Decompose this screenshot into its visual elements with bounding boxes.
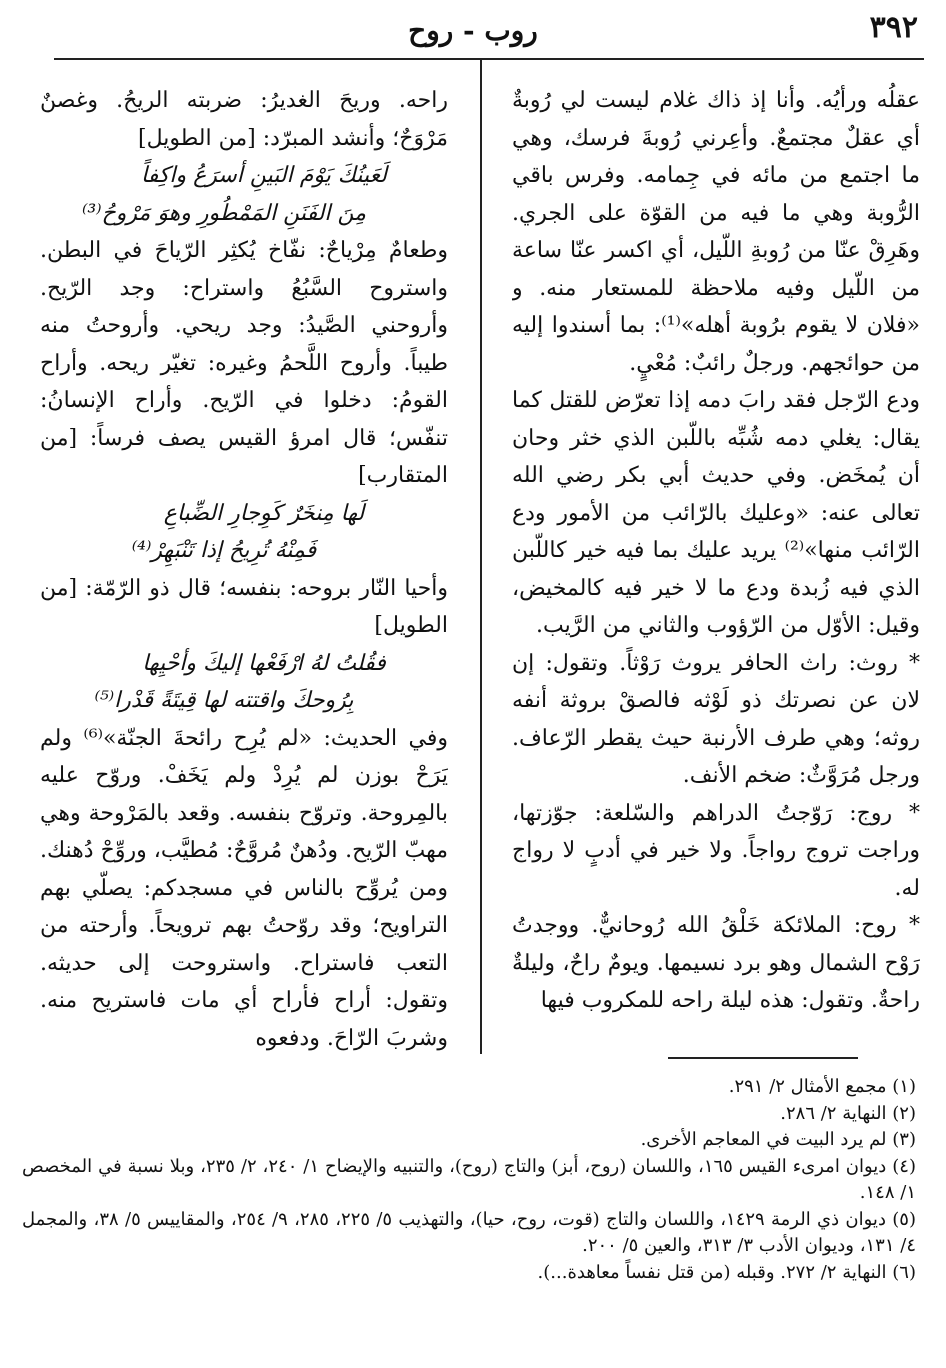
entry-text: ودع الرّجل فقد رابَ دمه إذا تعرّض للقتل كما يقال: يغلي دمه شُبِّه باللّبن الذي خثر وحان أن يُمخَض. وفي حديث أبي بكر رضي الله تعالى عنه: «وعليك بالرّائب من الأمور ودع الرّائب منها»⁽²⁾ يريد عليك بما فيه خير كاللّبن الذي فيه زُبدة ودع ما لا خير فيه كالمخيض، وقيل: الأوّل من الرّؤوب والثاني من الرَّيب. bbox=[512, 388, 920, 638]
right-column bbox=[512, 82, 920, 1020]
entry-text: راحه. وريحَ الغديرُ: ضربته الريحُ. وغصنٌ مَرْوَحٌ؛ وأنشد المبرّد: [من الطويل] bbox=[40, 88, 448, 151]
entry-text: وطعامٌ مِرْياحٌ: نفّاخ يُكثِر الرّياحَ في البطن. واستروح السَّبُعُ واستراح: وجد الرّيح. وأروحني الصَّيدُ: وجد ريحي. وأروحتُ منه طيباً. وأروح اللَّحمُ وغيره: تغيّر ريحه. وأراح القومُ: دخلوا في الرّيح. وأراح الإنسانُ: تنفّس؛ قال امرؤ القيس يصف فرساً: [من المتقارب] bbox=[40, 238, 448, 488]
column-divider bbox=[480, 58, 482, 1054]
entry-text: عقلُه ورأيُه. وأنا إذ ذاك غلام ليست لي رُوبةٌ أي عقلٌ مجتمعٌ. وأعِرني رُوبةَ فرسك، وهي ما اجتمع من مائه في جِمامه. وفرس باقي الرُّوبة وهي ما فيه من القوّة على الجري. وهَرِقْ عنّا من رُوبةِ اللّيل، أي اكسر عنّا ساعة من اللّيل وفيه ملاحظة للمستعار منه. و «فلان لا يقوم برُوبة أهله»⁽¹⁾: بما أسندوا إليه من حوائجهم. ورجلٌ رائبٌ: مُعْيٍ. bbox=[512, 88, 920, 376]
verse-line: لَعَينُكَ يَوْمَ البَينِ أسرَعُ واكِفاً bbox=[141, 163, 387, 188]
footnote: (٢) النهاية ٢/ ٢٨٦. bbox=[780, 1102, 916, 1124]
entry-text: وأحيا النّار بروحه: بنفسه؛ قال ذو الرّمّة: [من الطويل] bbox=[40, 575, 448, 638]
footnote: (١) مجمع الأمثال ٢/ ٢٩١. bbox=[728, 1076, 916, 1097]
verse-line: بِرُوحكَ واقتته لها قِيتَةً قَدْرا⁽⁵⁾ bbox=[94, 688, 354, 713]
running-title: روب - روح bbox=[408, 14, 538, 47]
footnote: (٣) لم يرد البيت في المعاجم الأخرى. bbox=[640, 1129, 916, 1150]
footnote: (٤) ديوان امرىء القيس ١٦٥، واللسان (روح، أبز) والتاج (روح)، والتنبيه والإيضاح ١/ ٢٤٠، ٢/ ٢٣٥، وبلا نسبة في المخصص ١/ ١٤٨. bbox=[22, 1155, 916, 1203]
footnote: (٥) ديوان ذي الرمة ١٤٢٩، واللسان والتاج (قوت، روح، حيا)، والتهذيب ٥/ ٢٢٥، ٢٨٥، ٩/ ٢٥٤، والمقاييس ٥/ ٣٨، والمجمل ٤/ ١٣١، وديوان الأدب ٣/ ٣١٣، والعين ٥/ ٢٠٠. bbox=[22, 1208, 916, 1256]
footnote-separator bbox=[668, 1057, 858, 1059]
entry-rawj: * روج: رَوّجتُ الدراهم والسّلعة: جوّزتها، وراجت تروج رواجاً. ولا خير في أدبٍ لا رواج له. bbox=[512, 800, 920, 901]
footnotes bbox=[22, 1074, 916, 1286]
entry-rawh: * روح: الملائكة خَلْقُ الله رُوحانيٌّ. ووجدتُ رَوْح الشمال وهو برد نسيمها. ويومٌ راحٌ، وليلةٌ راحةٌ. وتقول: هذه ليلة راحه للمكروب فيها bbox=[512, 913, 920, 1013]
page-number: ٣٩٢ bbox=[869, 10, 918, 45]
verse-line: فَمِنْهُ تُرِيحُ إذا تَنْبَهِرْ⁽⁴⁾ bbox=[131, 538, 317, 563]
verse-line: لَها مِنخَرٌ كَوِجارِ الضِّباعِ bbox=[163, 500, 365, 526]
entry-rawth: * روث: راث الحافر يروث رَوْثاً. وتقول: إن لان عن نصرتك ذو لَوْثه فالصقْ بروثة أنفه روثه؛ وهي طرف الأرنبة حيث يقطر الرّعاف. ورجل مُرَوَّثٌ: ضخم الأنف. bbox=[512, 650, 920, 788]
verse-line: فقُلتُ لهُ ارْفَعْها إليكَ وأحْيِها bbox=[142, 650, 386, 676]
header-rule bbox=[54, 58, 924, 60]
left-column bbox=[40, 82, 448, 1057]
entry-text: وفي الحديث: «لم يُرِح رائحةَ الجنّة»⁽⁶⁾ ولم يَرَحْ بوزن لم يُرِدْ ولم يَخَفْ. وروّح عليه بالمِروحة. وتروّح بنفسه. وقعد بالمَرْوحة وهي مهبّ الرّيح. ودُهنٌ مُروَّحٌ: مُطيَّب، وروِّحْ دُهنك. ومن يُروِّح بالناس في مسجدكم: يصلّي بهم التراويح؛ وقد روّحتُ بهم ترويحاً. وأرحته من التعب فاستراح. واستروحت إلى حديثه. وتقول: أراح فأراح أي مات فاستريح منه. وشربَ الرّاحَ. ودفعوه bbox=[40, 725, 448, 1051]
footnote: (٦) النهاية ٢/ ٢٧٢. وقبله (من قتل نفساً معاهدة...). bbox=[537, 1261, 916, 1283]
verse-line: مِنَ الفَنَنِ المَمْطُورِ وهوَ مَرْوحُ⁽³⁾ bbox=[81, 200, 367, 226]
